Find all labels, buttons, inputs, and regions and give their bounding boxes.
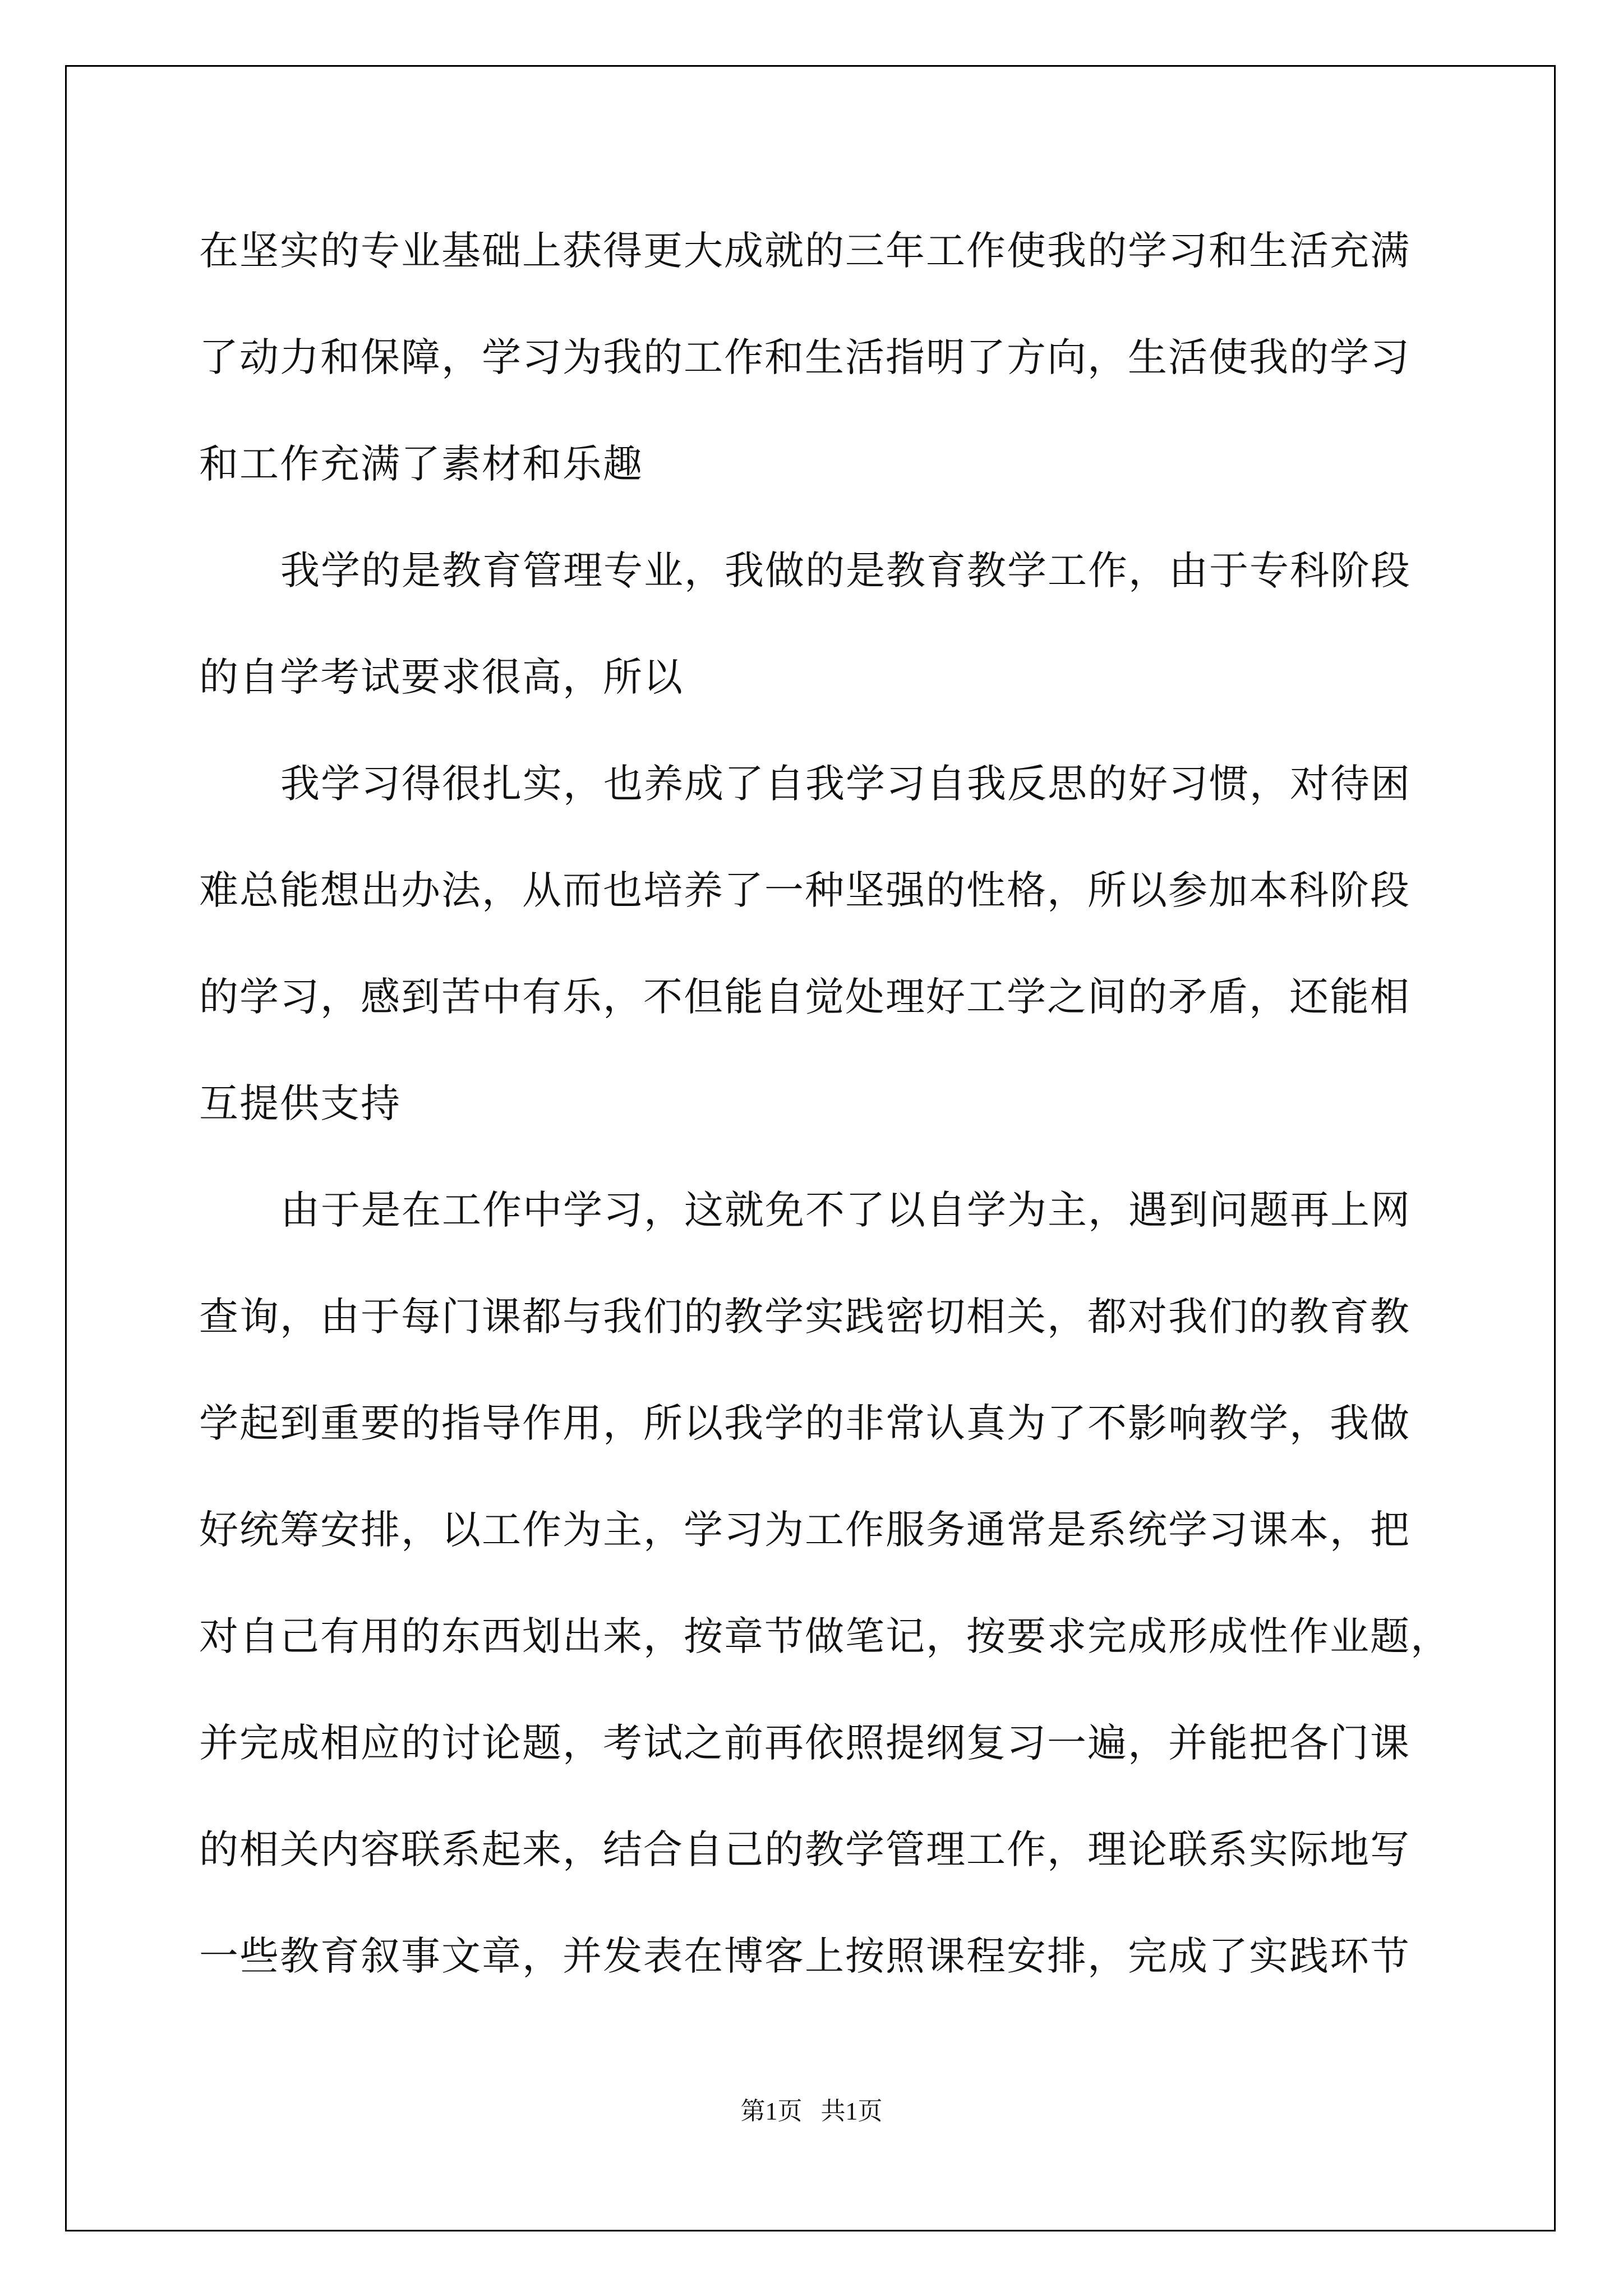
- text-line: 查询，由于每门课都与我们的教学实践密切相关，都对我们的教育教: [199, 1294, 1410, 1340]
- text-line: 对自己有用的东西划出来，按章节做笔记，按要求完成形成性作业题，: [199, 1613, 1451, 1659]
- paragraph-first-line: 我学习得很扎实，也养成了自我学习自我反思的好习惯，对待困: [280, 761, 1411, 807]
- paragraph-first-line: 我学的是教育管理专业，我做的是教育教学工作，由于专科阶段: [280, 547, 1411, 593]
- text-line: 和工作充满了素材和乐趣: [199, 441, 643, 487]
- text-line: 并完成相应的讨论题，考试之前再依照提纲复习一遍，并能把各门课: [199, 1720, 1410, 1766]
- text-line: 的相关内容联系起来，结合自己的教学管理工作，理论联系实际地写: [199, 1826, 1410, 1872]
- text-line: 一些教育叙事文章，并发表在博客上按照课程安排，完成了实践环节: [199, 1933, 1410, 1979]
- text-line: 在坚实的专业基础上获得更大成就的三年工作使我的学习和生活充满: [199, 228, 1410, 274]
- page-border: [65, 65, 1556, 2231]
- text-line: 互提供支持: [199, 1080, 401, 1126]
- page-footer: 第1页 共1页: [740, 2097, 883, 2125]
- text-line: 了动力和保障，学习为我的工作和生活指明了方向，生活使我的学习: [199, 334, 1410, 380]
- text-line: 学起到重要的指导作用，所以我学的非常认真为了不影响教学，我做: [199, 1400, 1410, 1446]
- text-line: 好统筹安排，以工作为主，学习为工作服务通常是系统学习课本，把: [199, 1507, 1410, 1553]
- text-line: 的学习，感到苦中有乐，不但能自觉处理好工学之间的矛盾，还能相: [199, 974, 1410, 1020]
- paragraph-first-line: 由于是在工作中学习，这就免不了以自学为主，遇到问题再上网: [280, 1187, 1411, 1233]
- text-line: 难总能想出办法，从而也培养了一种坚强的性格，所以参加本科阶段: [199, 867, 1410, 913]
- text-line: 的自学考试要求很高，所以: [199, 654, 684, 700]
